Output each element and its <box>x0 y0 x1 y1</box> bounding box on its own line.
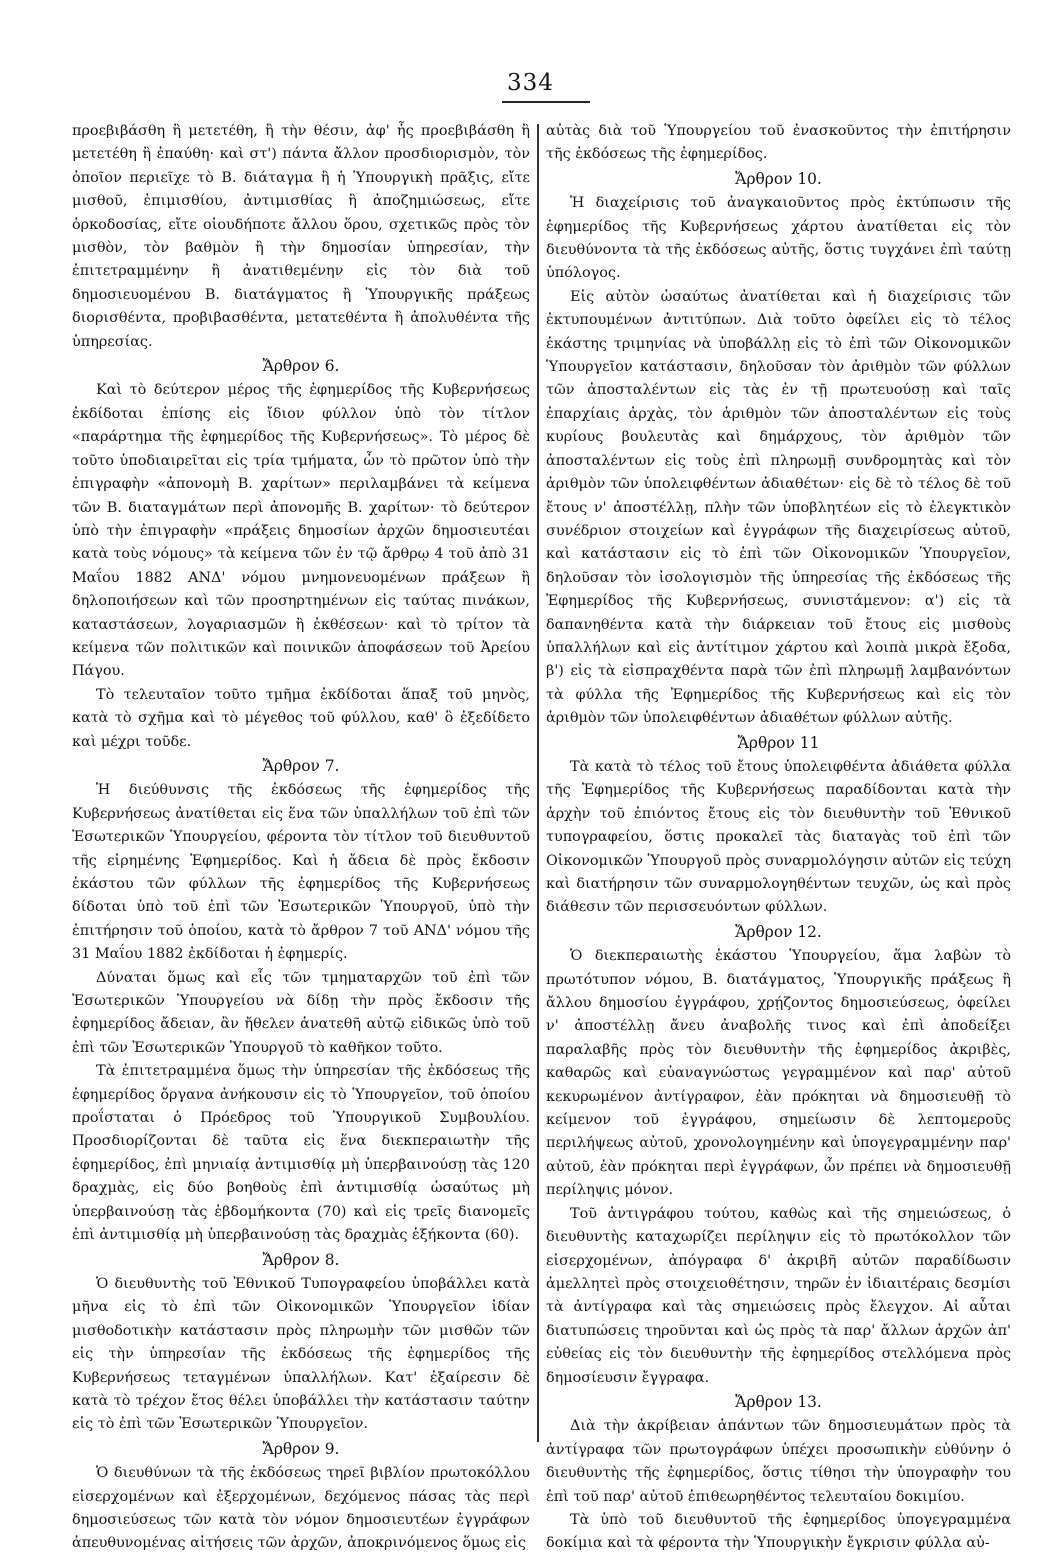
article-heading: Ἄρθρον 7. <box>262 756 340 775</box>
article-heading: Ἄρθρον 11 <box>737 733 820 752</box>
paragraph: προεβιβάσθη ἢ μετετέθη, ἢ τὴν θέσιν, ἀφ' ἧς προεβιβάσθη ἢ μετετέθη ἢ ἐπαύθη· καὶ στ') πάντα ἄλλον προσδιορισμὸν, τὸν ὁποῖον περιεῖχε τὸ Β. διάταγμα ἢ ἡ Ὑπουργικὴ πρᾶξις, εἴτε μισθοῦ, ἐπιμισθίου, ἀντιμισθίας ἢ ἀποζημιώσεως, εἴτε ὁρκοδοσίας, εἴτε οἱουδήποτε ἄλλου ὅρου, σχετικῶς πρὸς τὸν μισθὸν, τὸν βαθμὸν ἢ τὴν δημοσίαν ὑπηρεσίαν, τὴν ἐπιτετραμμένην ἢ ἀνατιθεμένην εἰς τὸν διὰ τοῦ δημοσιευομένου Β. διατάγματος ἢ Ὑπουργικῆς πράξεως διορισθέντα, προβιβασθέντα, μετατεθέντα ἢ ἀπολυθέντα τῆς ὑπηρεσίας. <box>72 123 530 350</box>
paragraph: Τὸ τελευταῖον τοῦτο τμῆμα ἐκδίδοται ἅπαξ τοῦ μηνὸς, κατὰ τὸ σχῆμα καὶ τὸ μέγεθος τοῦ φύλλου, καθ' ὃ ἐξεδίδετο καὶ μέχρι τοῦδε. <box>72 686 530 750</box>
article-heading: Ἄρθρον 9. <box>262 1439 340 1458</box>
paragraph: Ὁ διεκπεραιωτὴς ἑκάστου Ὑπουργείου, ἅμα λαβὼν τὸ πρωτότυπον νόμου, Β. διατάγματος, Ὑπουργικῆς πράξεως ἢ ἄλλου δημοσίου ἐγγράφου, χρῄζοντος δημοσιεύσεως, ὀφείλει ν' ἀποστέλλῃ ἄνευ ἀναβολῆς τινος καὶ ἐπὶ ἀποδείξει παραλαβῆς πρὸς τὸν διευθυντὴν τῆς ἐφημερίδος ἀκριβὲς, καθαρῶς καὶ εὐαναγνώστως γεγραμμένον καὶ παρ' αὐτοῦ κεκυρωμένον ἀντίγραφον, ἐὰν πρόκηται νὰ δημοσιευθῇ τὸ κείμενον τοῦ ἐγγράφου, σημείωσιν δὲ λεπτομεροῦς περιλήψεως αὐτοῦ, χρονολογημένην καὶ ὑπογεγραμμένην παρ' αὐτοῦ, ἐὰν πρόκηται περὶ ἐγγράφων, ὧν πρέπει νὰ δημοσιευθῇ περίληψις μόνον. <box>546 948 1011 1199</box>
article-heading: Ἄρθρον 13. <box>735 1392 822 1411</box>
page-number-rule <box>502 101 590 103</box>
paragraph: Τοῦ ἀντιγράφου τούτου, καθὼς καὶ τῆς σημειώσεως, ὁ διευθυντὴς καταχωρίζει περίληψιν εἰς τὸ πρωτόκολλον τῶν εἰσερχομένων, ἀπόγραφα δ' ἀκριβῆ αὐτῶν παραδίδωσιν ἀμελλητεὶ πρὸς στοιχειοθέτησιν, τηρῶν ἐν ἰδιαιτέραις δεσμίσι τὰ ἀντίγραφα καὶ τὰς σημειώσεις πρὸς ἔλεγχον. Αἱ αὗται διατυπώσεις τηροῦνται καὶ ὡς πρὸς τὰ παρ' ἄλλων ἀρχῶν ἀπ' εὐθείας εἰς τὸν διευθυντὴν τῆς ἐφημερίδος στελλόμενα πρὸς δημοσίευσιν ἔγγραφα. <box>546 1205 1011 1386</box>
page-number: 334 <box>507 70 554 96</box>
paragraph: Ὁ διευθύνων τὰ τῆς ἐκδόσεως τηρεῖ βιβλίον πρωτοκόλλου εἰσερχομένων καὶ ἐξερχομένων, δεχόμενος πάσας τὰς περὶ δημοσιεύσεως τῶν κατὰ τὸν νόμον δημοσιευτέων ἐγγράφων ἀπευθυνομένας αἰτήσεις τῶν ἀρχῶν, ἀποκρινόμενος ὅμως εἰς <box>72 1465 530 1552</box>
paragraph: Ἡ διεύθυνσις τῆς ἐκδόσεως τῆς ἐφημερίδος τῆς Κυβερνήσεως ἀνατίθεται εἰς ἕνα τῶν ὑπαλλήλων τοῦ ἐπὶ τῶν Ἐσωτερικῶν Ὑπουργείου, φέροντα τὸν τίτλον τοῦ διευθυντοῦ τῆς εἰρημένης Ἐφημερίδος. Καὶ ἡ ἄδεια δὲ πρὸς ἔκδοσιν ἑκάστου τῶν φύλλων τῆς ἐφημερίδος τῆς Κυβερνήσεως δίδοται ὑπὸ τοῦ ἐπὶ τῶν Ἐσωτερικῶν Ὑπουργοῦ, ὑπὸ τὴν ἐπιτήρησιν τοῦ ὁποίου, κατὰ τὸ ἄρθρον 7 τοῦ ΑΝΔ' νόμου τῆς 31 Μαΐου 1882 ἐκδίδοται ἡ ἐφημερίς. <box>72 782 530 963</box>
paragraph: Καὶ τὸ δεύτερον μέρος τῆς ἐφημερίδος τῆς Κυβερνήσεως ἐκδίδοται ἐπίσης εἰς ἴδιον φύλλον ὑπὸ τὸν τίτλον «παράρτημα τῆς ἐφημερίδος τῆς Κυβερνήσεως». Τὸ μέρος δὲ τοῦτο ὑποδιαιρεῖται εἰς τρία τμήματα, ὧν τὸ πρῶτον ὑπὸ τὴν ἐπιγραφὴν «ἀπονομὴ Β. χαρίτων» περιλαμβάνει τὰ κείμενα τῶν Β. διαταγμάτων περὶ ἀπονομῆς Β. χαρίτων· τὸ δεύτερον ὑπὸ τὴν ἐπιγραφὴν «πράξεις δημοσίων ἀρχῶν δημοσιευτέαι κατὰ τοὺς νόμους» τὰ κείμενα τῶν ἐν τῷ ἄρθρῳ 4 τοῦ ἀπὸ 31 Μαΐου 1882 ΑΝΔ' νόμου μνημονευομένων πράξεων ἢ δηλοποιήσεων καὶ τῶν προσηρτημένων εἰς ταύτας πινάκων, καταστάσεων, λογαριασμῶν ἢ ἐκθέσεων· καὶ τὸ τρίτον τὰ κείμενα τῶν πολιτικῶν καὶ ποινικῶν ἀποφάσεων τοῦ Ἀρείου Πάγου. <box>72 382 530 680</box>
paragraph: Εἰς αὐτὸν ὡσαύτως ἀνατίθεται καὶ ἡ διαχείρισις τῶν ἐκτυπουμένων ἀντιτύπων. Διὰ τοῦτο ὀφείλει εἰς τὸ τέλος ἑκάστης τριμηνίας νὰ ὑποβάλλῃ εἰς τὸ ἐπὶ τῶν Οἰκονομικῶν Ὑπουργεῖον κατάστασιν, δηλοῦσαν τὸν ἀριθμὸν τῶν φύλλων τῶν ἀποσταλέντων εἰς τὰς ἐν τῇ πρωτευούσῃ καὶ ταῖς ἐπαρχίαις ἀρχὰς, τὸν ἀριθμὸν τῶν ἀποσταλέντων εἰς τοὺς κυρίους βουλευτὰς καὶ δημάρχους, τὸν ἀριθμὸν τῶν ἀποσταλέντων εἰς τοὺς ἐπὶ πληρωμῇ συνδρομητὰς καὶ τὸν ἀριθμὸν τῶν ὑπολειφθέντων ἀδιαθέτων· εἰς δὲ τὸ τέλος δὲ τοῦ ἔτους ν' ἀποστέλλῃ, πλὴν τῶν ὑποβλητέων εἰς τὸ ἐλεγκτικὸν συνέδριον στοιχείων καὶ ἐγγράφων τῆς διαχειρίσεως αὐτοῦ, καὶ κατάστασιν εἰς τὸ ἐπὶ τῶν Οἰκονομικῶν Ὑπουργεῖον, δηλοῦσαν τὸν ἰσολογισμὸν τῆς ὑπηρεσίας τῆς ἐκδόσεως τῆς Ἐφημερίδος τῆς Κυβερνήσεως, συνιστάμενον: α') εἰς τὰ δαπανηθέντα κατὰ τὴν διάρκειαν τοῦ ἔτους εἰς μισθοὺς ὑπαλλήλων καὶ εἰς ἀντίτιμον χάρτου καὶ λοιπὰ μικρὰ ἔξοδα, β') εἰς τὰ εἰσπραχθέντα παρὰ τῶν ἐπὶ πληρωμῇ λαμβανόντων τὰ φύλλα τῆς Ἐφημερίδος τῆς Κυβερνήσεως καὶ εἰς τὸν ἀριθμὸν τῶν ὑπολειφθέντων ἀδιαθέτων φύλλων αὐτῆς. <box>546 288 1011 727</box>
right-column <box>546 120 1011 1552</box>
paragraph: Δύναται ὅμως καὶ εἷς τῶν τμηματαρχῶν τοῦ ἐπὶ τῶν Ἐσωτερικῶν Ὑπουργείου νὰ δίδῃ τὴν πρὸς ἔκδοσιν τῆς ἐφημερίδος ἄδειαν, ἂν ἤθελεν ἀνατεθῆ αὐτῷ εἰδικῶς ὑπὸ τοῦ ἐπὶ τῶν Ἐσωτερικῶν Ὑπουργοῦ τὸ καθῆκον τοῦτο. <box>72 969 530 1056</box>
paragraph: Τὰ ἐπιτετραμμένα ὅμως τὴν ὑπηρεσίαν τῆς ἐκδόσεως τῆς ἐφημερίδος ὄργανα ἀνήκουσιν εἰς τὸ Ὑπουργεῖον, τοῦ ὁποίου προΐσταται ὁ Πρόεδρος τοῦ Ὑπουργικοῦ Συμβουλίου. Προσδιορίζονται δὲ ταῦτα εἰς ἕνα διεκπεραιωτὴν τῆς ἐφημερίδος, ἐπὶ μηνιαίᾳ ἀντιμισθίᾳ μὴ ὑπερβαινούσῃ τὰς 120 δραχμὰς, εἰς δύο βοηθοὺς ἐπὶ ἀντιμισθίᾳ ὡσαύτως μὴ ὑπερβαινούσῃ τὰς ἑβδομήκοντα (70) καὶ εἰς τρεῖς διανομεῖς ἐπὶ ἀντιμισθίᾳ μὴ ὑπερβαινούσῃ τὰς δραχμὰς ἑξήκοντα (60). <box>72 1063 530 1244</box>
article-heading: Ἄρθρον 12. <box>735 922 822 941</box>
article-heading: Ἄρθρον 8. <box>262 1250 340 1269</box>
paragraph: Τὰ κατὰ τὸ τέλος τοῦ ἔτους ὑπολειφθέντα ἀδιάθετα φύλλα τῆς Ἐφημερίδος τῆς Κυβερνήσεως παραδίδονται κατὰ τὴν ἀρχὴν τοῦ ἐπιόντος ἔτους εἰς τὸν διευθυντὴν τοῦ Ἐθνικοῦ τυπογραφείου, ὅστις προκαλεῖ τὰς διαταγὰς τοῦ ἐπὶ τῶν Οἰκονομικῶν Ὑπουργοῦ πρὸς συναρμολόγησιν αὐτῶν εἰς τεύχη καὶ διατήρησιν τῶν συναρμολογηθέντων τευχῶν, ὡς καὶ πρὸς διάθεσιν τῶν περισσευόντων φύλλων. <box>546 758 1011 916</box>
left-column <box>72 120 530 1552</box>
article-heading: Ἄρθρον 6. <box>262 357 340 376</box>
paragraph: Τὰ ὑπὸ τοῦ διευθυντοῦ τῆς ἐφημερίδος ὑπογεγραμμένα δοκίμια καὶ τὰ φέροντα τὴν Ὑπουργικὴν ἔγκρισιν φύλλα αὐ- <box>546 1511 1011 1552</box>
article-heading: Ἄρθρον 10. <box>735 169 822 188</box>
paragraph: αὐτὰς διὰ τοῦ Ὑπουργείου τοῦ ἐνασκοῦντος τὴν ἐπιτήρησιν τῆς ἐκδόσεως τῆς ἐφημερίδος. <box>546 123 1011 163</box>
paragraph: Ἡ διαχείρισις τοῦ ἀναγκαιοῦντος πρὸς ἐκτύπωσιν τῆς ἐφημερίδος τῆς Κυβερνήσεως χάρτου ἀνατίθεται εἰς τὸν διευθύνοντα τὰ τῆς ἐκδόσεως αὐτῆς, ὅστις τυγχάνει ἐπὶ ταύτῃ ὑπόλογος. <box>546 195 1011 282</box>
paragraph: Ὁ διευθυντὴς τοῦ Ἐθνικοῦ Τυπογραφείου ὑποβάλλει κατὰ μῆνα εἰς τὸ ἐπὶ τῶν Οἰκονομικῶν Ὑπουργεῖον ἰδίαν μισθοδοτικὴν κατάστασιν πρὸς πληρωμὴν τῶν μισθῶν τῶν εἰς τὴν ὑπηρεσίαν τῆς ἐκδόσεως τῆς ἐφημερίδος τῆς Κυβερνήσεως τεταγμένων ὑπαλλήλων. Κατ' ἐξαίρεσιν δὲ κατὰ τὸ τρέχον ἔτος θέλει ὑποβάλλει τὴν κατάστασιν ταύτην εἰς τὸ ἐπὶ τῶν Ἐσωτερικῶν Ὑπουργεῖον. <box>72 1275 530 1433</box>
column-divider <box>537 124 539 1442</box>
paragraph: Διὰ τὴν ἀκρίβειαν ἁπάντων τῶν δημοσιευμάτων πρὸς τὰ ἀντίγραφα τῶν πρωτογράφων ὑπέχει προσωπικὴν εὐθύνην ὁ διευθυντὴς τῆς ἐφημερίδος, ὅστις τίθησι τὴν ὑπογραφὴν του ἐπὶ τοῦ παρ' αὐτοῦ ἐπιθεωρηθέντος τελευταίου δοκιμίου. <box>546 1418 1011 1505</box>
